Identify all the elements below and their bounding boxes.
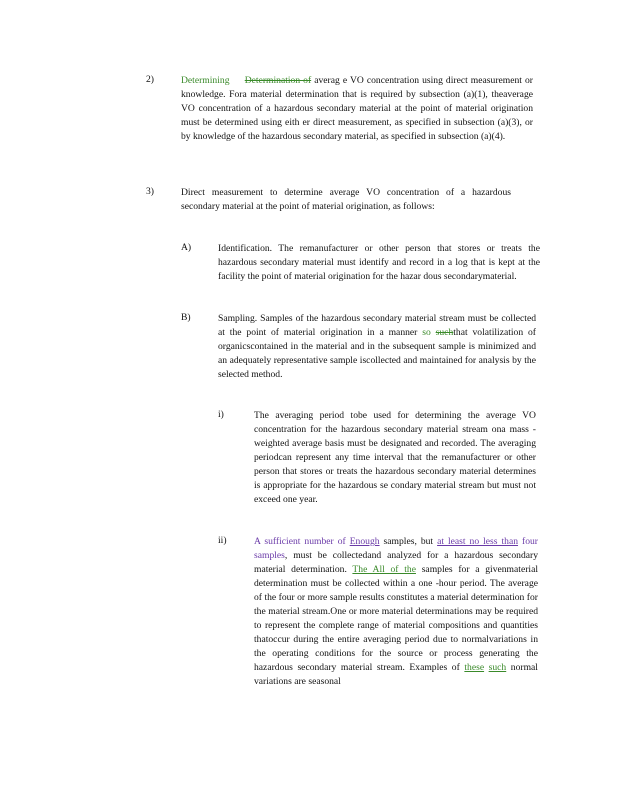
- inserted-text: such: [488, 662, 507, 673]
- item-number-a: A): [181, 242, 192, 253]
- inserted-text: so: [422, 327, 431, 338]
- item-number-b: B): [181, 312, 191, 323]
- item-number-i: i): [218, 409, 224, 420]
- paragraph-i: [254, 409, 536, 507]
- paragraph-2: [181, 74, 533, 144]
- paragraph-3-text: Direct measurement to determine average VO concentration of a hazardous secondary material at the point of material origination, as follows:: [181, 187, 511, 212]
- paragraph-ii-text-2: , must be collectedand analyzed for a hazardous secondary material determination.: [254, 550, 538, 575]
- paragraph-ii-text-1: samples, but: [383, 536, 434, 547]
- paragraph-3: [181, 186, 511, 214]
- paragraph-2-text: averag e VO concentration using direct measurement or knowledge. Fora material determination that is required by subsection (a)(1), theaverage VO concentration of a hazardous secondary material at the point of material origination must be determined using eith er direct measurement, as specified in subsection (a)(3), or by knowledge of the hazardous secondary material, as specified in subsection (a)(4).: [181, 75, 533, 142]
- paragraph-b-text-1: Sampling. Samples of the hazardous secondary material stream must be collected at the point of material origination in a manner: [218, 313, 536, 338]
- paragraph-ii-text-4: normal variations are seasonal: [254, 662, 538, 687]
- paragraph-b-text-2: that volatilization of organicscontained in the material and in the subsequent sample is minimized and an adequately representative sample iscollected and maintained for analysis by the selected method.: [218, 327, 536, 380]
- paragraph-ii-text-3: samples for a givenmaterial determination must be collected within a one -hour period. The average of the four or more sample results constitutes a material determination for the material stream.One or more material determinations may be required to represent the complete range of material compositions and quantities thatoccur during the entire averaging period due to normalvariations in the operating conditions for the source or process generating the hazardous secondary material stream. Examples of: [254, 564, 538, 673]
- deleted-text: Determination of: [244, 75, 312, 86]
- item-number-3: 3): [146, 186, 154, 197]
- inserted-text: at least no less than: [437, 536, 519, 547]
- paragraph-b: [218, 312, 536, 382]
- paragraph-ii: [254, 535, 538, 689]
- inserted-text: Determining: [181, 75, 230, 86]
- paragraph-i-text: The averaging period tobe used for determining the average VO concentration for the hazardous secondary material stream ona mass -weighted average basis must be designated and recorded. The averaging periodcan represent any time interval that the remanufacturer or other person that stores or treats the hazardous secondary material determines is appropriate for the hazardous se condary material stream but must not exceed one year.: [254, 410, 536, 505]
- inserted-text: these: [464, 662, 485, 673]
- deleted-text: such: [435, 327, 454, 338]
- paragraph-a: [218, 242, 540, 284]
- item-number-ii: ii): [218, 535, 227, 546]
- paragraph-a-text: Identification. The remanufacturer or other person that stores or treats the hazardous secondary material must identify and record in a log that is kept at the facility the point of material origination for the hazar dous secondarymaterial.: [218, 243, 540, 282]
- item-number-2: 2): [146, 74, 154, 85]
- inserted-text: Enough: [349, 536, 380, 547]
- moved-text: four samples: [254, 536, 538, 561]
- moved-text: A sufficient number of: [254, 536, 346, 547]
- inserted-text: The All of the: [352, 564, 416, 575]
